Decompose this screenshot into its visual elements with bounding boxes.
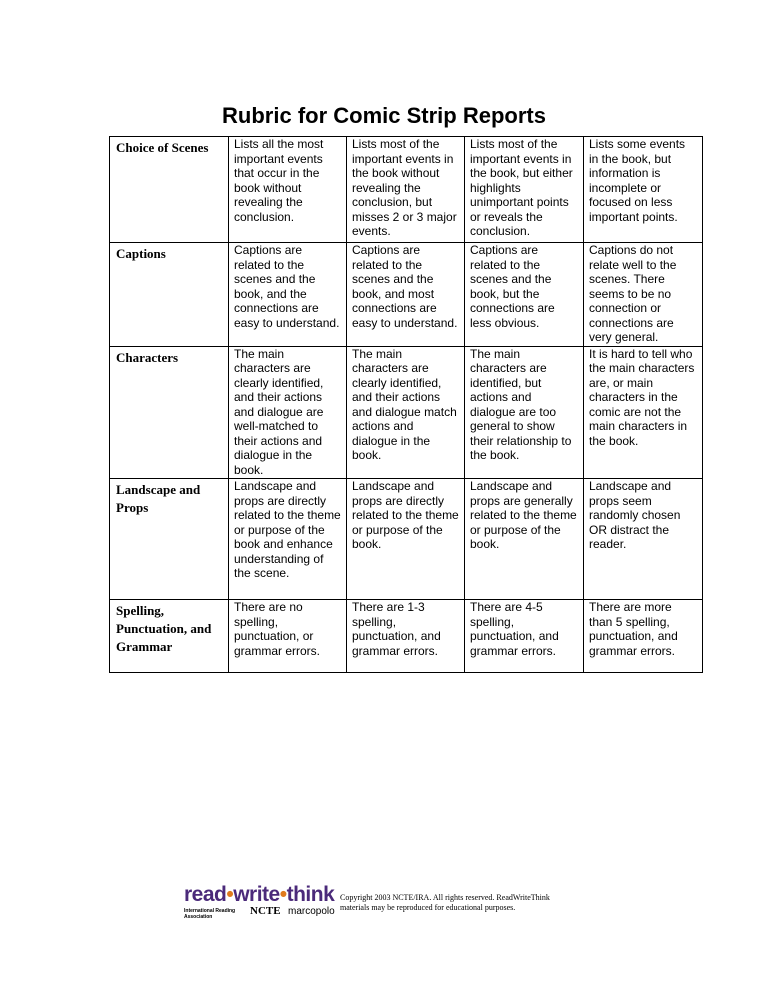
rubric-cell: Landscape and props are directly related to the theme or purpose of the book and enhance understanding of the scene. bbox=[229, 479, 347, 600]
criterion-cell: Spelling, Punctuation, and Grammar bbox=[110, 600, 229, 673]
marcopolo-logo: marcopolo bbox=[288, 906, 335, 917]
rubric-row-captions bbox=[110, 243, 703, 347]
rubric-cell: It is hard to tell who the main characters are, or main characters in the comic are not the main characters in the book. bbox=[584, 346, 703, 479]
rubric-cell: Captions are related to the scenes and the book, and the connections are easy to understand. bbox=[229, 243, 347, 347]
rubric-cell: Lists most of the important events in the book without revealing the conclusion, but misses 2 or 3 major events. bbox=[347, 137, 465, 243]
rubric-cell: Captions are related to the scenes and the book, and most connections are easy to understand. bbox=[347, 243, 465, 347]
logo-dot: • bbox=[226, 883, 234, 906]
rubric-cell: Landscape and props seem randomly chosen OR distract the reader. bbox=[584, 479, 703, 600]
criterion-cell: Choice of Scenes bbox=[110, 137, 229, 243]
rubric-row-characters bbox=[110, 346, 703, 479]
criterion-cell: Characters bbox=[110, 346, 229, 479]
rubric-cell: The main characters are clearly identified, and their actions and dialogue match actions and dialogue in the book. bbox=[347, 346, 465, 479]
ira-logo: International Reading Association bbox=[184, 908, 236, 920]
rubric-row-spelling bbox=[110, 600, 703, 673]
footer bbox=[184, 880, 584, 920]
rubric-cell: Captions do not relate well to the scenes. There seems to be no connection or connections are very general. bbox=[584, 243, 703, 347]
rubric-cell: There are 4-5 spelling, punctuation, and grammar errors. bbox=[465, 600, 584, 673]
ncte-logo: NCTE bbox=[250, 905, 281, 917]
rubric-cell: There are 1-3 spelling, punctuation, and grammar errors. bbox=[347, 600, 465, 673]
rubric-cell: Lists all the most important events that occur in the book without revealing the conclusion. bbox=[229, 137, 347, 243]
rubric-cell: Captions are related to the scenes and the book, but the connections are less obvious. bbox=[465, 243, 584, 347]
logo-think: think bbox=[286, 883, 335, 906]
criterion-cell: Landscape and Props bbox=[110, 479, 229, 600]
rubric-cell: There are no spelling, punctuation, or grammar errors. bbox=[229, 600, 347, 673]
logo-read: read bbox=[184, 883, 227, 906]
sponsor-logos bbox=[184, 905, 335, 922]
rubric-table bbox=[109, 136, 703, 673]
logo-dot: • bbox=[279, 883, 287, 906]
rubric-cell: Lists most of the important events in the book, but either highlights unimportant points or reveals the conclusion. bbox=[465, 137, 584, 243]
rubric-cell: There are more than 5 spelling, punctuation, and grammar errors. bbox=[584, 600, 703, 673]
copyright-notice: Copyright 2003 NCTE/IRA. All rights reserved. ReadWriteThink materials may be reproduced for educational purposes. bbox=[340, 893, 550, 912]
page-title: Rubric for Comic Strip Reports bbox=[222, 103, 546, 128]
readwritethink-logo[interactable] bbox=[184, 883, 334, 907]
rubric-row-landscape-and-props bbox=[110, 479, 703, 600]
rubric-cell: Landscape and props are directly related to the theme or purpose of the book. bbox=[347, 479, 465, 600]
rubric-cell: The main characters are clearly identified, and their actions and dialogue are well-matched to their actions and dialogue in the book. bbox=[229, 346, 347, 479]
logo-write: write bbox=[233, 883, 280, 906]
rubric-cell: Landscape and props are generally related to the theme or purpose of the book. bbox=[465, 479, 584, 600]
rubric-cell: The main characters are identified, but actions and dialogue are too general to show their relationship to the book. bbox=[465, 346, 584, 479]
rubric-row-choice-of-scenes bbox=[110, 137, 703, 243]
criterion-cell: Captions bbox=[110, 243, 229, 347]
rubric-cell: Lists some events in the book, but information is incomplete or focused on less important points. bbox=[584, 137, 703, 243]
